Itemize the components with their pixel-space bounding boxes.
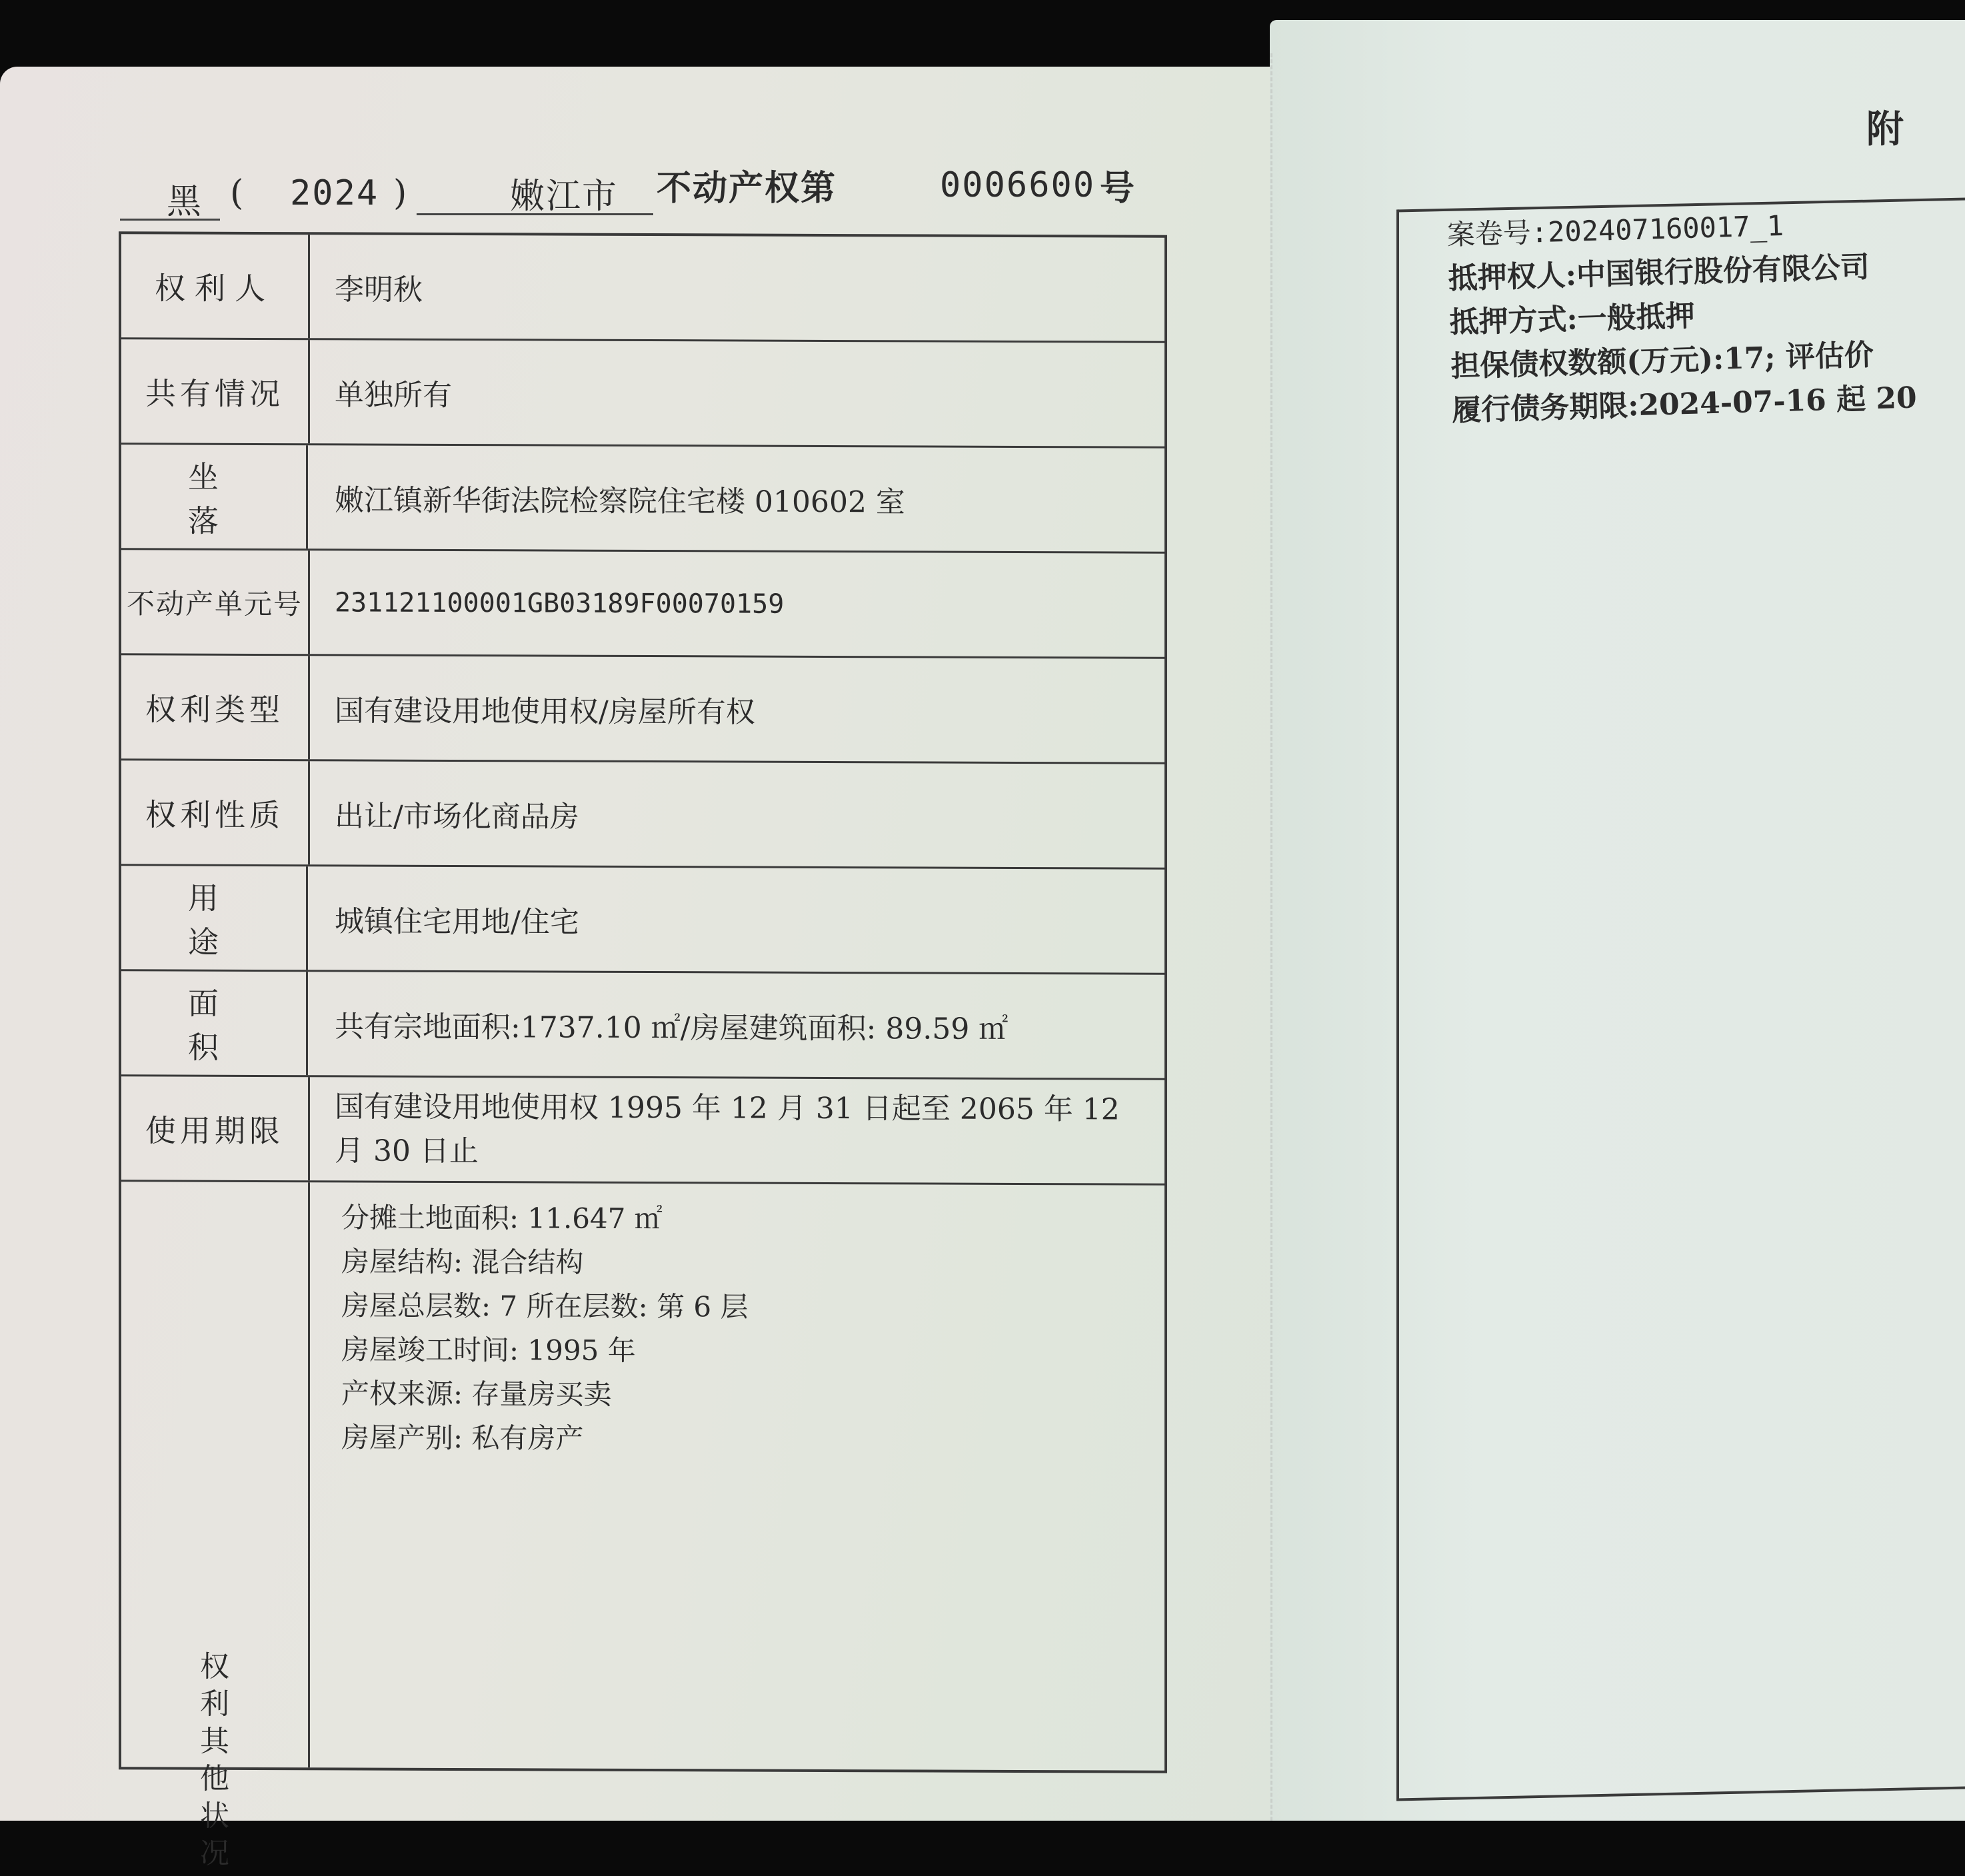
label-other-char-3: 其 <box>200 1724 229 1759</box>
other-line-property-category: 房屋产别: 私有房产 <box>341 1421 584 1455</box>
label-co-ownership: 共有情况 <box>121 339 310 443</box>
value-unit-number: 231121100001GB03189F00070159 <box>335 586 785 620</box>
attachment-details <box>1446 201 1918 433</box>
value-co-ownership: 单独所有 <box>335 377 452 413</box>
value-right-type: 国有建设用地使用权/房屋所有权 <box>335 693 755 730</box>
row-location <box>121 445 1164 553</box>
label-term: 使用期限 <box>121 1076 310 1180</box>
header-city: 嫩江市 <box>510 177 619 217</box>
row-right-type <box>121 655 1164 764</box>
value-right-nature: 出让/市场化商品房 <box>335 798 579 834</box>
value-usage: 城镇住宅用地/住宅 <box>335 904 579 940</box>
other-line-completion-year: 房屋竣工时间: 1995 年 <box>341 1333 636 1367</box>
value-owner: 李明秋 <box>335 272 423 307</box>
value-area: 共有宗地面积:1737.10 ㎡/房屋建筑面积: 89.59 ㎡ <box>335 1009 1008 1046</box>
other-line-structure: 房屋结构: 混合结构 <box>341 1245 584 1279</box>
label-other-rights <box>121 1182 310 1871</box>
label-unit-number: 不动产单元号 <box>121 550 310 654</box>
label-right-type: 权利类型 <box>121 655 310 759</box>
header-province: 黑 <box>167 182 203 222</box>
attachment-case-number: 案卷号:202407160017_1 <box>1446 209 1784 251</box>
page-fold <box>1270 53 1276 1821</box>
row-usage <box>121 866 1164 974</box>
label-owner: 权利人 <box>121 234 310 338</box>
other-rights-details <box>341 1196 749 1461</box>
header-suffix: 号 <box>1100 168 1136 209</box>
row-other-rights <box>121 1182 1164 1871</box>
attachment-title: 附 <box>1866 107 1904 151</box>
header-number: 0006600 <box>940 165 1096 205</box>
value-location: 嫩江镇新华街法院检察院住宅楼 010602 室 <box>335 482 905 519</box>
label-other-char-1: 权 <box>200 1649 229 1684</box>
attachment-box <box>1396 197 1965 1801</box>
label-right-nature: 权利性质 <box>121 760 310 864</box>
value-term: 国有建设用地使用权 1995 年 12 月 31 日起至 2065 年 12 月 30 日止 <box>335 1089 1120 1168</box>
label-other-char-2: 利 <box>200 1687 229 1721</box>
attachment-secured-amount: 担保债权数额(万元):17; 评估价 <box>1450 338 1874 384</box>
row-area <box>121 971 1164 1080</box>
attachment-mortgage-method: 抵押方式:一般抵押 <box>1448 299 1696 340</box>
attachment-performance-term: 履行债务期限:2024-07-16 起 20 <box>1451 381 1918 428</box>
label-location: 坐落 <box>121 445 308 548</box>
header-year: 2024 <box>290 173 379 213</box>
underline-city <box>417 213 653 215</box>
other-line-ownership-source: 产权来源: 存量房买卖 <box>341 1377 612 1411</box>
row-unit-number <box>121 550 1164 658</box>
registration-table <box>119 231 1167 1871</box>
row-right-nature <box>121 760 1164 869</box>
label-other-char-6: 况 <box>200 1836 229 1871</box>
label-other-char-5: 状 <box>200 1799 229 1833</box>
label-area: 面积 <box>121 971 308 1075</box>
label-usage: 用途 <box>121 866 308 970</box>
underline-province <box>120 219 220 221</box>
row-owner <box>121 234 1164 343</box>
other-line-floors: 房屋总层数: 7 所在层数: 第 6 层 <box>341 1289 749 1324</box>
header-cert-prefix: 不动产权第 <box>657 168 837 209</box>
label-other-char-4: 他 <box>200 1761 229 1796</box>
header-paren-close: ) <box>393 173 409 213</box>
other-line-shared-land-area: 分摊土地面积: 11.647 ㎡ <box>341 1201 663 1236</box>
row-co-ownership <box>121 339 1164 448</box>
row-term <box>121 1076 1164 1185</box>
attachment-mortgagee: 抵押权人:中国银行股份有限公司 <box>1448 250 1870 296</box>
header-paren-open: ( <box>230 173 245 213</box>
certificate-header <box>120 160 1160 227</box>
